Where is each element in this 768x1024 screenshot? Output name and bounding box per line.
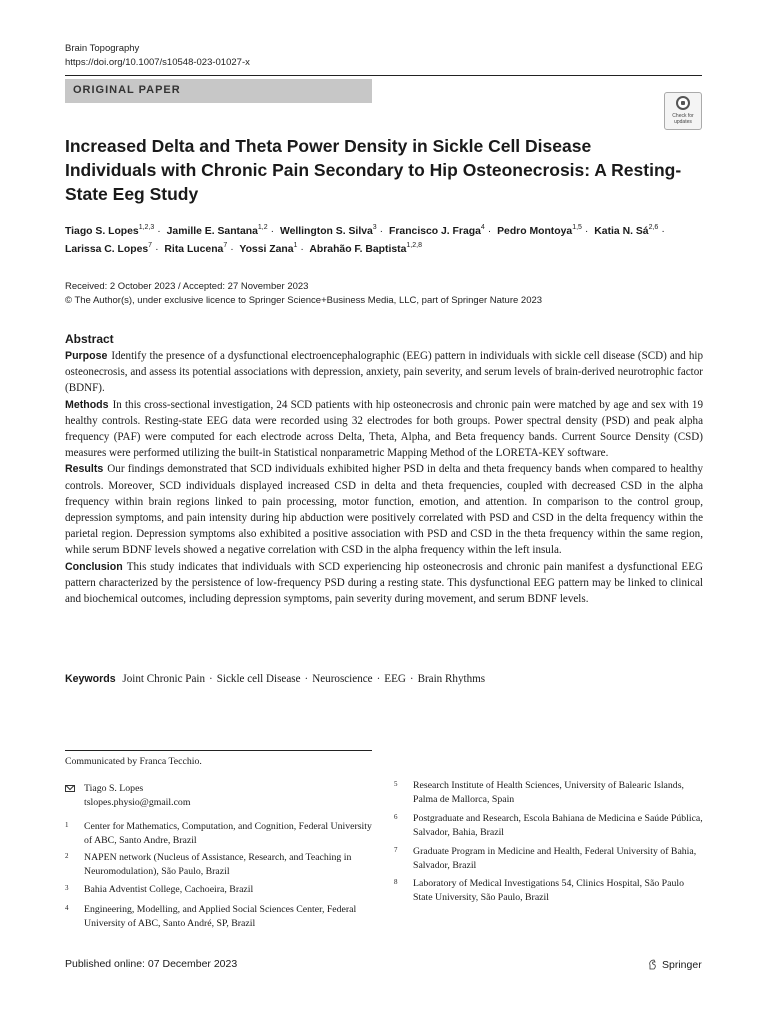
author-name: Wellington S. Silva xyxy=(280,226,373,237)
author-separator: · xyxy=(155,244,159,255)
keyword[interactable]: Neuroscience xyxy=(312,673,373,685)
author-name: Tiago S. Lopes xyxy=(65,226,139,237)
affiliation xyxy=(394,812,704,840)
author[interactable] xyxy=(594,223,659,237)
section-label: ORIGINAL PAPER xyxy=(73,84,181,96)
affiliation-number: 4 xyxy=(65,904,69,912)
abstract-purpose xyxy=(65,348,703,397)
purpose-label: Purpose xyxy=(65,350,108,362)
affiliation xyxy=(65,820,372,848)
author-name: Francisco J. Fraga xyxy=(389,226,481,237)
keyword-separator: · xyxy=(209,673,213,685)
author-name: Larissa C. Lopes xyxy=(65,244,149,255)
author-separator: · xyxy=(379,226,384,237)
affiliation xyxy=(65,903,372,931)
abstract-body xyxy=(65,348,703,607)
affiliation-text: Graduate Program in Medicine and Health, Federal University of Bahia, Salvador, Brazil xyxy=(413,846,697,871)
affiliation-number: 1 xyxy=(65,821,69,829)
published-online: Published online: 07 December 2023 xyxy=(65,958,238,970)
affiliation-text: Postgraduate and Research, Escola Bahiana de Medicina e Saúde Pública, Salvador, Bahia, Brazil xyxy=(413,813,703,838)
contact-email[interactable]: tslopes.physio@gmail.com xyxy=(84,797,191,808)
contact-name: Tiago S. Lopes xyxy=(84,783,144,794)
author-name: Pedro Montoya xyxy=(497,226,573,237)
author-affil: 1,2 xyxy=(257,223,268,231)
abstract-heading: Abstract xyxy=(65,332,114,346)
affiliation-number: 5 xyxy=(394,780,398,788)
affiliation-number: 2 xyxy=(65,852,69,860)
corresponding-author xyxy=(65,782,372,810)
abstract-results xyxy=(65,461,703,558)
section-banner xyxy=(65,79,372,103)
conclusion-label: Conclusion xyxy=(65,560,123,573)
affiliation xyxy=(65,851,372,879)
author-affil: 1,5 xyxy=(572,223,582,231)
keyword[interactable]: Joint Chronic Pain xyxy=(122,673,206,685)
author-affil: 1,2,8 xyxy=(406,241,422,249)
journal-name: Brain Topography xyxy=(65,43,140,54)
keyword-separator: · xyxy=(376,673,381,685)
affiliation-text: Engineering, Modelling, and Applied Social Sciences Center, Federal University of ABC, Santo André, SP, Brazil xyxy=(84,904,357,929)
author-affil: 1 xyxy=(293,241,298,249)
author-affil: 1,2,3 xyxy=(138,223,155,231)
check-for-updates-button[interactable] xyxy=(664,92,702,130)
affiliation-text: Research Institute of Health Sciences, University of Balearic Islands, Palma de Mallorca, Spain xyxy=(413,780,684,805)
abstract-conclusion xyxy=(65,559,703,608)
author[interactable] xyxy=(389,223,485,237)
affiliation xyxy=(394,779,704,807)
affiliation-text: Center for Mathematics, Computation, and Cognition, Federal University of ABC, Santo Andre, Brazil xyxy=(84,821,372,846)
affiliation-number: 8 xyxy=(394,878,398,886)
author-name: Rita Lucena xyxy=(164,244,224,255)
check-updates-label-line1: Check for xyxy=(672,113,694,119)
springer-horse-icon xyxy=(648,959,657,970)
affiliation-text: Bahia Adventist College, Cachoeira, Brazil xyxy=(84,884,254,895)
affiliation xyxy=(65,883,372,897)
author-separator: · xyxy=(487,226,492,237)
keyword-separator: · xyxy=(409,673,414,685)
results-label: Results xyxy=(65,463,104,476)
affiliation-text: NAPEN network (Nucleus of Assistance, Research, and Teaching in Neuromodulation), São Paulo, Brazil xyxy=(84,852,352,877)
paper-title: Increased Delta and Theta Power Density in Sickle Cell Disease Individuals with Chronic Pain Secondary to Hip Osteonecrosis: A Resting-State Eeg Study xyxy=(65,136,682,204)
envelope-icon xyxy=(65,785,75,792)
purpose-text: Identify the presence of a dysfunctional electroencephalographic (EEG) pattern in individuals with sickle cell disease (SCD) and hip osteonecrosis, and assess its potential associations with depression, anxiety, pain severity, and serum levels of brain-derived neurotrophic factor (BDNF). xyxy=(65,350,703,395)
author[interactable] xyxy=(309,241,422,255)
author-separator: · xyxy=(584,226,589,237)
abstract-methods xyxy=(65,397,703,462)
author-name: Katia N. Sá xyxy=(594,226,649,237)
author[interactable] xyxy=(65,223,155,237)
keyword-separator: · xyxy=(304,673,309,685)
author-separator: · xyxy=(300,244,304,255)
keyword[interactable]: Brain Rhythms xyxy=(417,673,486,685)
author[interactable] xyxy=(280,223,377,237)
affiliation xyxy=(394,845,704,873)
affiliation-number: 7 xyxy=(394,846,398,854)
affiliation xyxy=(394,877,704,905)
author[interactable] xyxy=(497,223,582,237)
author-affil: 7 xyxy=(148,241,153,249)
keywords-label: Keywords xyxy=(65,673,116,685)
check-updates-label-line2: updates xyxy=(674,119,692,125)
author-affil: 7 xyxy=(223,241,228,249)
keyword[interactable]: EEG xyxy=(384,673,406,685)
affiliation-number: 3 xyxy=(65,884,69,892)
check-updates-icon xyxy=(676,96,690,110)
author[interactable] xyxy=(65,241,153,255)
author[interactable] xyxy=(164,241,228,255)
author-name: Abrahão F. Baptista xyxy=(309,244,407,255)
affiliation-number: 6 xyxy=(394,813,398,821)
communicated-by: Communicated by Franca Tecchio. xyxy=(65,756,202,767)
author-name: Jamille E. Santana xyxy=(166,226,258,237)
methods-text: In this cross-sectional investigation, 24 SCD patients with hip osteonecrosis and chronic pain were matched by age and sex with 19 healthy controls. Resting-state EEG data were recorded using 32 electrodes for both groups. Power spectral density (PSD) and peak alpha frequency (PAF) were computed for each electrode across Delta, Theta, Alpha, and Beta frequency bands. Current Source Density (CSD) measures were performed utilizing the built-in Statistical nonparametric Mapping Method of the LORETA-KEY software. xyxy=(65,398,703,460)
keywords xyxy=(65,671,703,687)
author[interactable] xyxy=(166,223,268,237)
publisher-name: Springer xyxy=(662,959,702,971)
author-separator: · xyxy=(157,226,161,237)
author[interactable] xyxy=(239,241,298,255)
author-separator: · xyxy=(230,244,234,255)
author-affil: 4 xyxy=(480,223,485,231)
author-affil: 2,6 xyxy=(648,223,659,231)
author-separator: · xyxy=(661,226,665,237)
affiliation-text: Laboratory of Medical Investigations 54, Clinics Hospital, São Paulo State University, São Paulo, Brazil xyxy=(413,878,685,903)
received-dates: Received: 2 October 2023 / Accepted: 27 November 2023 xyxy=(65,281,309,292)
check-updates-label xyxy=(665,113,701,125)
author-separator: · xyxy=(270,226,275,237)
doi-link[interactable]: https://doi.org/10.1007/s10548-023-01027-x xyxy=(65,57,250,68)
author-list xyxy=(65,223,710,259)
footnote-divider xyxy=(65,750,372,751)
author-name: Yossi Zana xyxy=(239,244,294,255)
results-text: Our findings demonstrated that SCD individuals exhibited higher PSD in delta and theta frequency bands when compared to healthy controls. Moreover, SCD individuals displayed increased CSD in delta and theta frequencies, coupled with decreased CSD in the alpha frequency within brain regions linked to pain processing, motor function, emotion, and attention. In comparison to the control group, depression symptoms, and pain intensity during hip abduction were positively correlated with PSD and CSD in the delta frequency within the parietal region. Depression symptoms also exhibited a positive association with PSD and CSD in the theta frequency within the same region, while serum BDNF levels showed a negative correlation with CSD in the alpha frequency within the left insula. xyxy=(65,463,703,557)
conclusion-text: This study indicates that individuals with SCD experiencing hip osteonecrosis and chronic pain manifest a dysfunctional EEG pattern characterized by the persistence of low-frequency PSD during a resting state. This dysfunctional EEG pattern may be linked to clinical and biochemical outcomes, including depression symptoms, pain severity during movement, and serum BDNF levels. xyxy=(65,560,703,606)
methods-label: Methods xyxy=(65,398,109,411)
copyright-notice: © The Author(s), under exclusive licence to Springer Science+Business Media, LLC, part of Springer Nature 2023 xyxy=(65,295,543,306)
header-divider xyxy=(65,75,702,76)
author-affil: 3 xyxy=(372,223,377,231)
keyword[interactable]: Sickle cell Disease xyxy=(216,673,301,685)
